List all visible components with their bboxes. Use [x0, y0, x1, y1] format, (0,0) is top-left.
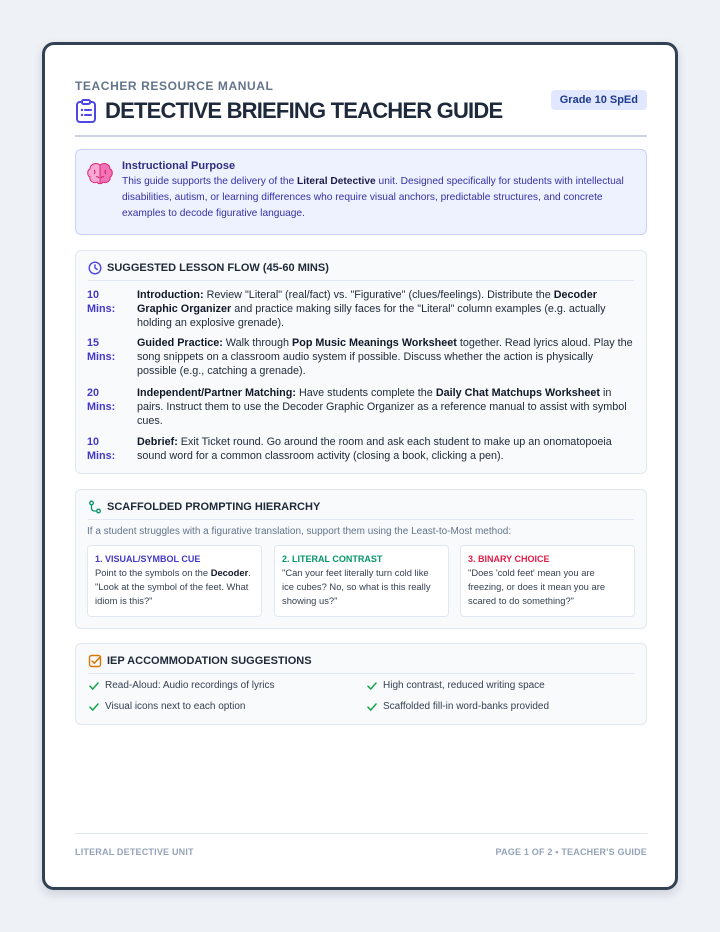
- lesson-flow-card: [75, 250, 647, 474]
- footer-page-label: PAGE 1 OF 2 • TEACHER'S GUIDE: [495, 847, 647, 857]
- row-minutes: 10 Mins:: [87, 436, 116, 462]
- check-icon: [367, 681, 377, 691]
- check-icon: [89, 702, 99, 712]
- check-icon: [89, 681, 99, 691]
- check-icon: [367, 702, 377, 712]
- prompt-level-text: "Does 'cold feet' mean you are freezing, or does it mean you are scared to do something?": [468, 567, 606, 606]
- document-page: [42, 42, 678, 890]
- purpose-heading: Instructional Purpose: [122, 160, 236, 172]
- row-minutes: 10 Mins:: [87, 289, 116, 315]
- grade-badge: Grade 10 SpEd: [551, 90, 647, 110]
- eyebrow-label: TEACHER RESOURCE MANUAL: [75, 79, 274, 93]
- scaffold-card: [75, 489, 647, 629]
- scaffold-heading: SCAFFOLDED PROMPTING HIERARCHY: [107, 501, 321, 513]
- prompt-level-text: Point to the symbols on the Decoder. "Look at the symbol of the feet. What idiom is this?": [95, 567, 251, 606]
- iep-card: [75, 643, 647, 725]
- row-minutes: 20 Mins:: [87, 387, 116, 413]
- prompt-level-box: [274, 545, 449, 617]
- row-description: Independent/Partner Matching: Have students complete the Daily Chat Matchups Worksheet in pairs. Instruct them to use the Decoder Graphic Organizer as a reference manual to assist with symbol cues.: [137, 387, 627, 427]
- page-header: [75, 79, 647, 137]
- iep-heading: IEP ACCOMMODATION SUGGESTIONS: [107, 655, 312, 667]
- accommodation-item: Read-Aloud: Audio recordings of lyrics: [89, 680, 275, 691]
- clipboard-icon: [75, 99, 97, 123]
- prompt-level-title: 1. VISUAL/SYMBOL CUE: [95, 554, 201, 564]
- row-description: Guided Practice: Walk through Pop Music Meanings Worksheet together. Read lyrics aloud. Play the song snippets on a classroom audio system if possible. Discuss whether the action is physically possible (e.g., catching a grenade).: [137, 337, 633, 377]
- purpose-text: This guide supports the delivery of the Literal Detective unit. Designed specifically for students with intellectual disabilities, autism, or learning differences who require visual anchors, predictable structures, and concrete examples to decode figurative language.: [122, 176, 624, 219]
- row-description: Introduction: Review "Literal" (real/fact) vs. "Figurative" (clues/feelings). Distribute the Decoder Graphic Organizer and practice making silly faces for the "Literal" column examples (e.g. actually holding an explosive grenade).: [137, 289, 606, 329]
- checkbox-icon: [88, 654, 102, 668]
- prompt-level-text: "Can your feet literally turn cold like ice cubes? No, so what is this really showing us?": [282, 567, 431, 606]
- prompt-level-box: [87, 545, 262, 617]
- page-footer: [75, 833, 647, 857]
- brain-icon: [86, 162, 114, 186]
- row-description: Debrief: Exit Ticket round. Go around the room and ask each student to make up an onomatopoeia sound word for a common classroom activity (closing a book, clicking a pen).: [137, 436, 612, 462]
- scaffold-intro: If a student struggles with a figurative translation, support them using the Least-to-Most method:: [87, 526, 512, 537]
- instructional-purpose-box: [75, 149, 647, 235]
- prompt-level-title: 3. BINARY CHOICE: [468, 554, 550, 564]
- row-minutes: 15 Mins:: [87, 337, 116, 363]
- page-title: DETECTIVE BRIEFING TEACHER GUIDE: [105, 98, 503, 123]
- prompt-level-box: [460, 545, 635, 617]
- accommodation-item: High contrast, reduced writing space: [367, 680, 545, 691]
- prompt-level-title: 2. LITERAL CONTRAST: [282, 554, 383, 564]
- accommodation-item: Visual icons next to each option: [89, 701, 245, 712]
- accommodation-item: Scaffolded fill-in word-banks provided: [367, 701, 549, 712]
- lesson-flow-heading: SUGGESTED LESSON FLOW (45-60 MINS): [107, 262, 329, 274]
- hierarchy-icon: [88, 500, 102, 514]
- clock-icon: [88, 261, 102, 275]
- footer-unit-label: LITERAL DETECTIVE UNIT: [75, 847, 194, 857]
